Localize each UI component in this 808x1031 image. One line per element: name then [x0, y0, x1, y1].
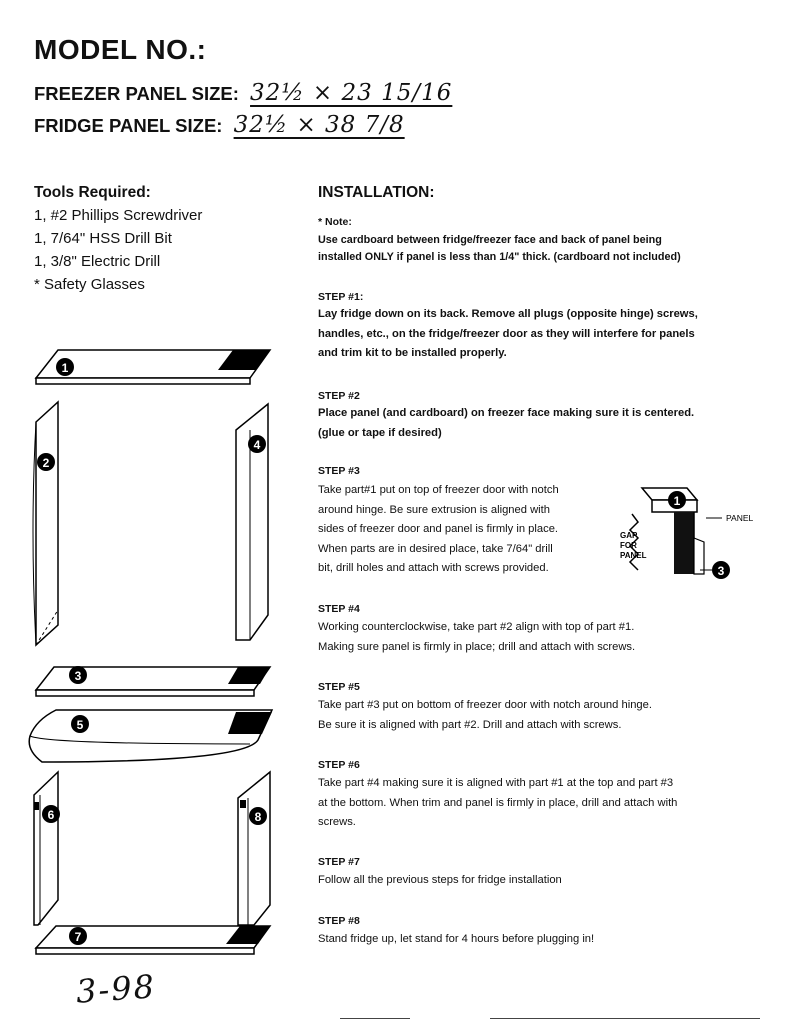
part-5: [29, 710, 272, 762]
gap-label-line-2: FOR: [620, 541, 637, 550]
fridge-panel-label: FRIDGE PANEL SIZE:: [34, 115, 223, 136]
callout-3-number: 3: [717, 564, 725, 578]
gap-label-line-1: GAP: [620, 531, 638, 540]
scan-line: [340, 1018, 410, 1019]
part-8-number: 8: [254, 810, 262, 824]
step-3-title: STEP #3: [318, 465, 360, 477]
fridge-panel-size: [34, 112, 405, 138]
panel-edge: [674, 512, 694, 574]
tools-heading: Tools Required:: [34, 184, 151, 201]
part-3: [36, 666, 270, 696]
step-8-text: Stand fridge up, let stand for 4 hours before plugging in!: [318, 933, 595, 945]
model-number-label: MODEL NO.:: [34, 34, 207, 65]
part-6: [34, 772, 60, 925]
tool-item: * Safety Glasses: [34, 276, 145, 293]
trim-detail-diagram: [612, 478, 772, 588]
freezer-panel-value: 32½ × 23 15/16: [250, 80, 453, 106]
part-8: [238, 772, 270, 925]
gap-label-line-3: PANEL: [620, 551, 647, 560]
part-7-number: 7: [74, 930, 82, 944]
trim-parts-diagram: [18, 340, 288, 960]
fridge-panel-value: 32½ × 38 7/8: [233, 112, 405, 138]
step-6-text: Take part #4 making sure it is aligned with part #1 at the top and part #3 at the bottom. When trim and panel is firmly in place, drill and attach with screws.: [318, 777, 678, 828]
freezer-panel-label: FREEZER PANEL SIZE:: [34, 83, 239, 104]
hinge-block: [694, 538, 704, 574]
part-2-number: 2: [42, 456, 50, 470]
step-4-title: STEP #4: [318, 603, 360, 615]
step-3-text: Take part#1 put on top of freezer door with notch around hinge. Be sure extrusion is aligned with sides of freezer door and panel is firmly in place. When parts are in desired place, take 7/64" drill bit, drill holes and attach with screws provided.: [318, 484, 559, 574]
part-1-number: 1: [61, 361, 69, 375]
step-8-title: STEP #8: [318, 915, 360, 927]
part-5-number: 5: [76, 718, 84, 732]
part-1: [36, 350, 270, 384]
step-1-text: Lay fridge down on its back. Remove all plugs (opposite hinge) screws, handles, etc., on the fridge/freezer door as they will interfere for panels and trim kit to be installed properly.: [318, 308, 698, 359]
tool-item: 1, 7/64" HSS Drill Bit: [34, 230, 172, 247]
part-3-number: 3: [74, 669, 82, 683]
part-2: [33, 402, 58, 645]
part-7: [36, 926, 270, 954]
step-4-text: Working counterclockwise, take part #2 align with top of part #1. Making sure panel is firmly in place; drill and attach with screws.: [318, 621, 636, 653]
callout-1-number: 1: [673, 494, 681, 508]
step-2-text: Place panel (and cardboard) on freezer face making sure it is centered. (glue or tape if desired): [318, 407, 695, 439]
step-5-title: STEP #5: [318, 681, 360, 693]
note-heading: * Note:: [318, 216, 352, 228]
panel-label: PANEL: [726, 513, 754, 523]
handwritten-note: 3-98: [74, 967, 158, 1011]
tool-item: 1, #2 Phillips Screwdriver: [34, 207, 203, 224]
tool-item: 1, 3/8" Electric Drill: [34, 253, 161, 270]
step-5-text: Take part #3 put on bottom of freezer door with notch around hinge. Be sure it is aligned with part #2. Drill and attach with screws.: [318, 699, 652, 731]
step-1-title: STEP #1:: [318, 291, 364, 303]
part-6-number: 6: [47, 808, 55, 822]
installation-heading: INSTALLATION:: [318, 184, 435, 201]
scan-line: [490, 1018, 760, 1019]
step-7-text: Follow all the previous steps for fridge installation: [318, 874, 562, 886]
freezer-panel-size: [34, 80, 452, 106]
step-7-title: STEP #7: [318, 856, 360, 868]
part-4: [236, 404, 268, 640]
step-6-title: STEP #6: [318, 759, 360, 771]
note-text: Use cardboard between fridge/freezer face and back of panel being installed ONLY if panel is less than 1/4" thick. (cardboard not included): [318, 234, 681, 263]
step-2-title: STEP #2: [318, 390, 360, 402]
part-4-number: 4: [253, 438, 261, 452]
